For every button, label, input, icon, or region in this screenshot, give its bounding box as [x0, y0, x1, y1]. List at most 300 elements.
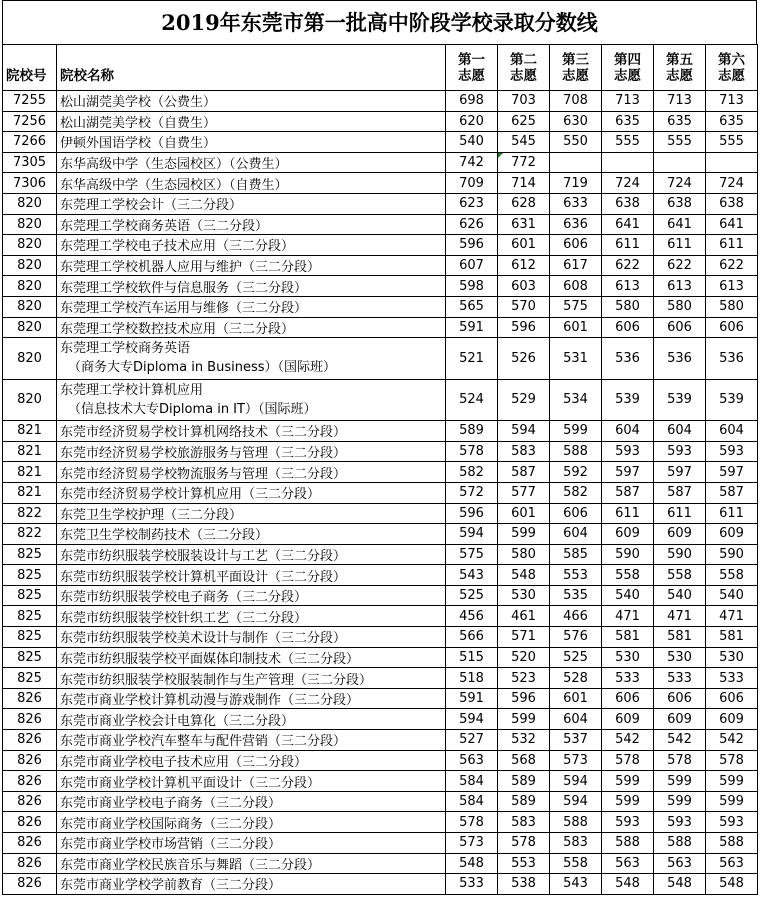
score-cell-pref-1: 527	[446, 730, 498, 751]
table-row	[3, 193, 758, 214]
school-name-cell	[57, 647, 446, 668]
school-code-cell: 7256	[3, 111, 57, 132]
score-cell-pref-5: 599	[654, 791, 706, 812]
score-cell-pref-4: 587	[602, 482, 654, 503]
school-name-cell	[57, 317, 446, 338]
score-cell-pref-5: 613	[654, 276, 706, 297]
table-row	[3, 524, 758, 545]
school-name-cell	[57, 338, 446, 380]
score-cell-pref-5: 536	[654, 338, 706, 380]
school-name-line: 东莞市商业学校民族音乐与舞蹈（三二分段）	[60, 857, 321, 873]
table-row	[3, 585, 758, 606]
school-code-cell: 820	[3, 276, 57, 297]
school-code-cell: 822	[3, 503, 57, 524]
school-name-cell	[57, 688, 446, 709]
school-name-cell	[57, 462, 446, 483]
score-cell-pref-2: 596	[498, 317, 550, 338]
score-cell-pref-3: 592	[550, 462, 602, 483]
score-cell-pref-6: 578	[706, 750, 758, 771]
score-cell-pref-3: 531	[550, 338, 602, 380]
school-name-line: 东莞市商业学校市场营销（三二分段）	[60, 837, 282, 853]
school-code-cell: 7305	[3, 152, 57, 173]
school-code-cell: 820	[3, 338, 57, 380]
school-code-cell: 825	[3, 544, 57, 565]
table-row	[3, 379, 758, 421]
school-code-cell: 825	[3, 565, 57, 586]
school-name-cell	[57, 421, 446, 442]
score-cell-pref-5: 622	[654, 255, 706, 276]
score-cell-pref-5: 593	[654, 441, 706, 462]
score-cell-pref-1: 456	[446, 606, 498, 627]
score-cell-pref-2: 589	[498, 791, 550, 812]
score-cell-pref-6: 597	[706, 462, 758, 483]
school-name-line: （商务大专Diploma in Business）（国际班）	[68, 360, 337, 376]
score-cell-pref-3: 553	[550, 565, 602, 586]
score-cell-pref-6: 580	[706, 296, 758, 317]
school-name-cell	[57, 812, 446, 833]
score-cell-pref-1: 591	[446, 688, 498, 709]
score-cell-pref-4: 593	[602, 812, 654, 833]
score-cell-pref-3: 604	[550, 524, 602, 545]
score-cell-pref-1: 573	[446, 833, 498, 854]
score-cell-pref-2: 526	[498, 338, 550, 380]
table-row	[3, 812, 758, 833]
school-code-cell: 820	[3, 296, 57, 317]
score-cell-pref-1: 575	[446, 544, 498, 565]
score-cell-pref-5: 611	[654, 235, 706, 256]
school-name-cell	[57, 173, 446, 194]
score-cell-pref-4: 580	[602, 296, 654, 317]
school-code-cell: 820	[3, 214, 57, 235]
table-row	[3, 874, 758, 895]
score-cell-pref-1: 540	[446, 132, 498, 153]
school-code-cell: 825	[3, 627, 57, 648]
table-row	[3, 833, 758, 854]
table-row	[3, 214, 758, 235]
score-cell-pref-3: 575	[550, 296, 602, 317]
score-cell-pref-6: 606	[706, 688, 758, 709]
page-title: 2019年东莞市第一批高中阶段学校录取分数线	[2, 0, 757, 44]
school-name-cell	[57, 585, 446, 606]
school-name-cell	[57, 524, 446, 545]
table-row	[3, 750, 758, 771]
score-cell-pref-3: 594	[550, 771, 602, 792]
score-cell-pref-5: 713	[654, 91, 706, 112]
school-name-line: 东莞理工学校机器人应用与维护（三二分段）	[60, 260, 321, 276]
score-cell-pref-6: 609	[706, 524, 758, 545]
score-cell-pref-5: 609	[654, 709, 706, 730]
header-row	[3, 45, 758, 91]
score-cell-pref-6: 548	[706, 874, 758, 895]
score-cell-pref-2: 603	[498, 276, 550, 297]
school-name-cell	[57, 544, 446, 565]
score-cell-pref-6: 542	[706, 730, 758, 751]
table-row	[3, 730, 758, 751]
header-code: 院校号	[3, 45, 57, 91]
score-cell-pref-1: 594	[446, 709, 498, 730]
score-cell-pref-2: 599	[498, 709, 550, 730]
score-cell-pref-2: 772	[498, 152, 550, 173]
score-cell-pref-6: 558	[706, 565, 758, 586]
score-cell-pref-3: 576	[550, 627, 602, 648]
school-code-cell: 826	[3, 750, 57, 771]
table-row	[3, 853, 758, 874]
school-code-cell: 821	[3, 421, 57, 442]
table-row	[3, 255, 758, 276]
school-name-line: 东莞市商业学校会计电算化（三二分段）	[60, 713, 295, 729]
score-cell-pref-6: 593	[706, 812, 758, 833]
score-cell-pref-5: 533	[654, 668, 706, 689]
score-cell-pref-1: 596	[446, 235, 498, 256]
header-pref-6-line2: 志愿	[718, 67, 745, 84]
score-cell-pref-2: 538	[498, 874, 550, 895]
school-code-cell: 820	[3, 235, 57, 256]
score-cell-pref-5: 606	[654, 317, 706, 338]
table-row	[3, 565, 758, 586]
school-name-line: 东莞理工学校软件与信息服务（三二分段）	[60, 280, 308, 296]
school-name-line: 东莞市商业学校电子技术应用（三二分段）	[60, 754, 308, 770]
table-row	[3, 296, 758, 317]
score-cell-pref-1: 594	[446, 524, 498, 545]
header-pref-1-line1: 第一	[458, 51, 485, 68]
score-cell-pref-2: 596	[498, 688, 550, 709]
school-code-cell: 820	[3, 255, 57, 276]
score-cell-pref-3: 608	[550, 276, 602, 297]
score-cell-pref-3: 585	[550, 544, 602, 565]
school-name-line: 伊顿外国语学校（自费生）	[60, 136, 217, 152]
score-cell-pref-1: 598	[446, 276, 498, 297]
score-cell-pref-1: 524	[446, 379, 498, 421]
score-cell-pref-3: 582	[550, 482, 602, 503]
school-name-cell	[57, 132, 446, 153]
score-cell-pref-1: 518	[446, 668, 498, 689]
table-row	[3, 647, 758, 668]
table-body	[3, 91, 758, 895]
score-cell-pref-3: 534	[550, 379, 602, 421]
school-name-cell	[57, 276, 446, 297]
school-name-cell	[57, 111, 446, 132]
school-name-cell	[57, 296, 446, 317]
table-row	[3, 421, 758, 442]
score-cell-pref-6: 599	[706, 791, 758, 812]
school-name-cell	[57, 482, 446, 503]
score-cell-pref-2: 599	[498, 524, 550, 545]
table-row	[3, 173, 758, 194]
score-cell-pref-1: 578	[446, 812, 498, 833]
school-code-cell: 820	[3, 193, 57, 214]
score-cell-pref-5: 604	[654, 421, 706, 442]
score-cell-pref-5: 587	[654, 482, 706, 503]
score-cell-pref-5: 641	[654, 214, 706, 235]
score-cell-pref-4: 609	[602, 709, 654, 730]
score-cell-pref-3: 588	[550, 812, 602, 833]
score-cell-pref-6: 530	[706, 647, 758, 668]
school-name-line: 东莞市经济贸易学校计算机网络技术（三二分段）	[60, 425, 347, 441]
score-cell-pref-2: 578	[498, 833, 550, 854]
score-cell-pref-5: 555	[654, 132, 706, 153]
school-name-cell	[57, 668, 446, 689]
school-name-line: 东华高级中学（生态园校区）（公费生）	[60, 157, 288, 173]
table-row	[3, 276, 758, 297]
score-cell-pref-3: 601	[550, 317, 602, 338]
score-cell-pref-5: 471	[654, 606, 706, 627]
score-cell-pref-5: 724	[654, 173, 706, 194]
school-name-cell	[57, 255, 446, 276]
school-name-cell	[57, 379, 446, 421]
score-cell-pref-6: 471	[706, 606, 758, 627]
score-cell-pref-3: 719	[550, 173, 602, 194]
school-name-cell	[57, 152, 446, 173]
score-cell-pref-2: 583	[498, 812, 550, 833]
score-cell-pref-5: 578	[654, 750, 706, 771]
score-cell-pref-1: 607	[446, 255, 498, 276]
score-cell-pref-6: 581	[706, 627, 758, 648]
score-cell-pref-2: 461	[498, 606, 550, 627]
score-cell-pref-1: 572	[446, 482, 498, 503]
score-cell-pref-6: 604	[706, 421, 758, 442]
header-pref-5-line2: 志愿	[666, 67, 693, 84]
score-cell-pref-4: 590	[602, 544, 654, 565]
school-code-cell: 821	[3, 441, 57, 462]
school-name-line: 东莞市经济贸易学校计算机应用（三二分段）	[60, 487, 321, 503]
score-cell-pref-1: 620	[446, 111, 498, 132]
score-cell-pref-6: 713	[706, 91, 758, 112]
score-cell-pref-3: 466	[550, 606, 602, 627]
school-name-line: 东莞市商业学校电子商务（三二分段）	[60, 796, 282, 812]
score-cell-pref-2: 589	[498, 771, 550, 792]
table-row	[3, 441, 758, 462]
header-pref-2-line1: 第二	[510, 51, 537, 68]
score-cell-pref-3: 636	[550, 214, 602, 235]
score-cell-pref-1: 582	[446, 462, 498, 483]
score-cell-pref-6: 611	[706, 503, 758, 524]
table-row	[3, 606, 758, 627]
score-cell-pref-1: 589	[446, 421, 498, 442]
score-cell-pref-1: 584	[446, 791, 498, 812]
score-cell-pref-2: 631	[498, 214, 550, 235]
score-cell-pref-3: 599	[550, 421, 602, 442]
score-cell-pref-3: 588	[550, 441, 602, 462]
score-cell-pref-3: 630	[550, 111, 602, 132]
admission-score-table	[2, 44, 758, 895]
school-name-line: 东莞卫生学校制药技术（三二分段）	[60, 528, 269, 544]
score-cell-pref-1: 521	[446, 338, 498, 380]
score-cell-pref-5: 539	[654, 379, 706, 421]
score-cell-pref-5: 590	[654, 544, 706, 565]
school-name-line: 东莞理工学校商务英语（三二分段）	[60, 218, 269, 234]
score-cell-pref-6: 587	[706, 482, 758, 503]
score-cell-pref-5: 597	[654, 462, 706, 483]
score-cell-pref-4: 599	[602, 791, 654, 812]
school-name-cell	[57, 214, 446, 235]
school-name-line: 东莞市纺织服装学校针织工艺（三二分段）	[60, 610, 308, 626]
score-cell-pref-5: 638	[654, 193, 706, 214]
school-name-line: 东莞市纺织服装学校美术设计与制作（三二分段）	[60, 631, 347, 647]
score-cell-pref-3: 606	[550, 235, 602, 256]
score-cell-pref-5: 563	[654, 853, 706, 874]
score-cell-pref-4	[602, 152, 654, 173]
score-cell-pref-3	[550, 152, 602, 173]
score-cell-pref-4: 536	[602, 338, 654, 380]
score-cell-pref-1: 525	[446, 585, 498, 606]
score-cell-pref-3: 558	[550, 853, 602, 874]
school-code-cell: 825	[3, 668, 57, 689]
score-cell-pref-4: 563	[602, 853, 654, 874]
school-code-cell: 7255	[3, 91, 57, 112]
table-row	[3, 627, 758, 648]
school-name-line: 松山湖莞美学校（公费生）	[60, 95, 217, 111]
score-cell-pref-2: 523	[498, 668, 550, 689]
score-cell-pref-6: 641	[706, 214, 758, 235]
score-cell-pref-2: 583	[498, 441, 550, 462]
score-cell-pref-2: 548	[498, 565, 550, 586]
score-cell-pref-5: 542	[654, 730, 706, 751]
school-code-cell: 826	[3, 833, 57, 854]
school-name-line: 东莞市经济贸易学校物流服务与管理（三二分段）	[60, 466, 347, 482]
school-code-cell: 826	[3, 853, 57, 874]
header-pref-1	[446, 45, 498, 91]
table-row	[3, 503, 758, 524]
score-cell-pref-6: 724	[706, 173, 758, 194]
score-cell-pref-6: 563	[706, 853, 758, 874]
score-cell-pref-2: 529	[498, 379, 550, 421]
score-cell-pref-1: 742	[446, 152, 498, 173]
score-cell-pref-2: 553	[498, 853, 550, 874]
school-name-line: 松山湖莞美学校（自费生）	[60, 115, 217, 131]
score-cell-pref-5: 593	[654, 812, 706, 833]
school-code-cell: 7306	[3, 173, 57, 194]
score-cell-pref-5: 635	[654, 111, 706, 132]
score-cell-pref-3: 708	[550, 91, 602, 112]
score-cell-pref-1: 565	[446, 296, 498, 317]
score-cell-pref-4: 533	[602, 668, 654, 689]
score-cell-pref-2: 568	[498, 750, 550, 771]
school-name-line: 东莞市纺织服装学校计算机平面设计（三二分段）	[60, 569, 347, 585]
score-cell-pref-2: 571	[498, 627, 550, 648]
school-code-cell: 826	[3, 730, 57, 751]
header-pref-4-line1: 第四	[614, 51, 641, 68]
score-cell-pref-5: 530	[654, 647, 706, 668]
score-cell-pref-4: 641	[602, 214, 654, 235]
score-cell-pref-1: 709	[446, 173, 498, 194]
score-cell-pref-5: 611	[654, 503, 706, 524]
header-pref-5-line1: 第五	[666, 51, 693, 68]
score-cell-pref-6: 606	[706, 317, 758, 338]
score-cell-pref-2: 545	[498, 132, 550, 153]
score-cell-pref-4: 588	[602, 833, 654, 854]
school-name-line: 东莞理工学校电子技术应用（三二分段）	[60, 239, 295, 255]
school-name-cell	[57, 627, 446, 648]
score-cell-pref-3: 543	[550, 874, 602, 895]
school-name-line: 东莞市商业学校学前教育（三二分段）	[60, 878, 282, 894]
score-cell-pref-4: 604	[602, 421, 654, 442]
table-row	[3, 462, 758, 483]
score-cell-pref-6: 622	[706, 255, 758, 276]
school-code-cell: 826	[3, 771, 57, 792]
school-name-cell	[57, 791, 446, 812]
score-cell-pref-4: 530	[602, 647, 654, 668]
score-cell-pref-3: 617	[550, 255, 602, 276]
score-cell-pref-4: 542	[602, 730, 654, 751]
score-cell-pref-1: 515	[446, 647, 498, 668]
table-row	[3, 235, 758, 256]
school-name-line: 东莞理工学校商务英语	[60, 341, 191, 357]
score-cell-pref-1: 578	[446, 441, 498, 462]
score-cell-pref-5: 599	[654, 771, 706, 792]
school-name-cell	[57, 91, 446, 112]
school-code-cell: 825	[3, 647, 57, 668]
score-cell-pref-4: 606	[602, 688, 654, 709]
score-cell-pref-2: 601	[498, 235, 550, 256]
score-cell-pref-5: 558	[654, 565, 706, 586]
header-pref-4-line2: 志愿	[614, 67, 641, 84]
score-cell-pref-3: 583	[550, 833, 602, 854]
header-pref-3-line1: 第三	[562, 51, 589, 68]
score-cell-pref-6	[706, 152, 758, 173]
score-cell-pref-4: 555	[602, 132, 654, 153]
school-code-cell: 820	[3, 317, 57, 338]
school-name-cell	[57, 606, 446, 627]
score-cell-pref-4: 558	[602, 565, 654, 586]
score-cell-pref-2: 587	[498, 462, 550, 483]
school-name-line: 东莞市经济贸易学校旅游服务与管理（三二分段）	[60, 446, 347, 462]
score-cell-pref-2: 703	[498, 91, 550, 112]
school-name-cell	[57, 874, 446, 895]
school-name-line: 东莞理工学校汽车运用与维修（三二分段）	[60, 301, 308, 317]
score-cell-pref-6: 635	[706, 111, 758, 132]
school-code-cell: 826	[3, 812, 57, 833]
school-name-cell	[57, 193, 446, 214]
school-code-cell: 822	[3, 524, 57, 545]
table-row	[3, 688, 758, 709]
school-code-cell: 826	[3, 709, 57, 730]
school-name-line: 东莞市纺织服装学校服装设计与工艺（三二分段）	[60, 548, 347, 564]
score-cell-pref-3: 573	[550, 750, 602, 771]
header-pref-3	[550, 45, 602, 91]
score-cell-pref-1: 591	[446, 317, 498, 338]
table-row	[3, 317, 758, 338]
score-cell-pref-4: 540	[602, 585, 654, 606]
score-cell-pref-6: 638	[706, 193, 758, 214]
school-name-line: 东莞理工学校计算机应用	[60, 382, 204, 398]
school-code-cell: 826	[3, 791, 57, 812]
score-cell-pref-5: 540	[654, 585, 706, 606]
school-name-line: 东莞市商业学校汽车整车与配件营销（三二分段）	[60, 734, 347, 750]
score-cell-pref-5: 581	[654, 627, 706, 648]
table-row	[3, 91, 758, 112]
score-cell-pref-4: 724	[602, 173, 654, 194]
table-row	[3, 544, 758, 565]
score-cell-pref-2: 530	[498, 585, 550, 606]
school-name-line: 东莞市商业学校计算机动漫与游戏制作（三二分段）	[60, 693, 360, 709]
score-cell-pref-3: 535	[550, 585, 602, 606]
score-cell-pref-4: 597	[602, 462, 654, 483]
school-name-line: 东莞市纺织服装学校平面媒体印制技术（三二分段）	[60, 651, 360, 667]
header-pref-2	[498, 45, 550, 91]
school-code-cell: 820	[3, 379, 57, 421]
score-cell-pref-1: 626	[446, 214, 498, 235]
score-cell-pref-1: 563	[446, 750, 498, 771]
school-name-line: 东莞市商业学校计算机平面设计（三二分段）	[60, 775, 321, 791]
school-name-line: 东莞市商业学校国际商务（三二分段）	[60, 816, 282, 832]
score-cell-pref-3: 604	[550, 709, 602, 730]
score-cell-pref-3: 633	[550, 193, 602, 214]
score-cell-pref-4: 622	[602, 255, 654, 276]
table-row	[3, 482, 758, 503]
score-cell-pref-2: 532	[498, 730, 550, 751]
score-cell-pref-1: 596	[446, 503, 498, 524]
score-cell-pref-2: 628	[498, 193, 550, 214]
